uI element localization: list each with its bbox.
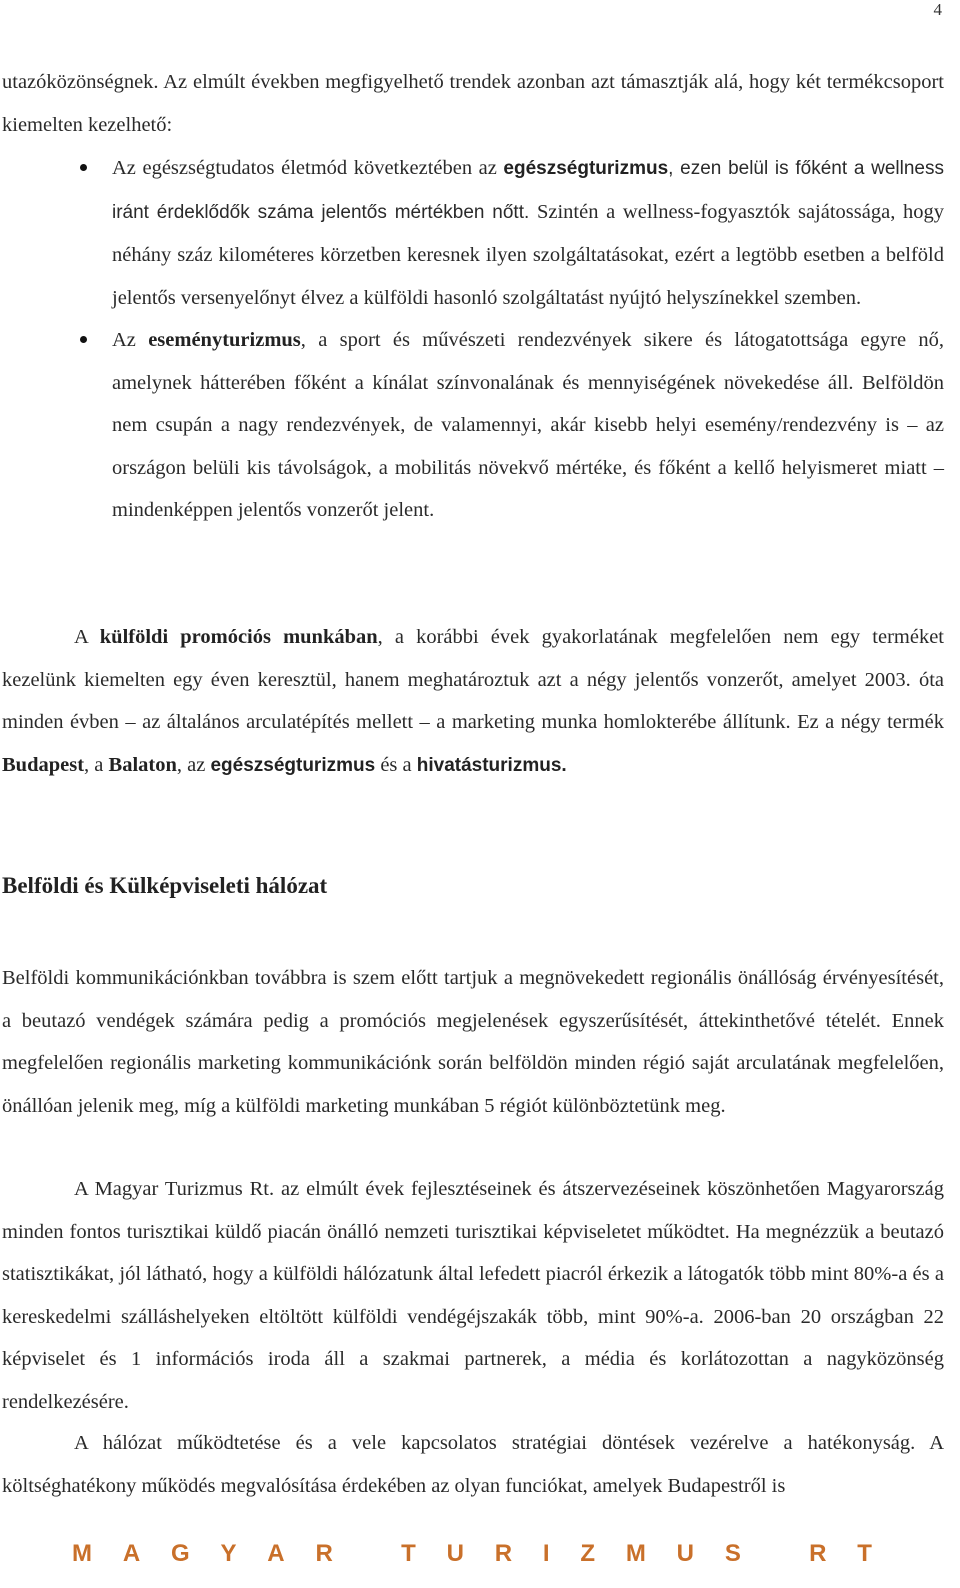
paragraph-domestic: Belföldi kommunikációnkban továbbra is szem előtt tartjuk a megnövekedett regionális önállóság érvényesítését, a beutazó vendégek számára pedig a promóciós megjelenések egyszerűsítését, áttekinthetővé tételét. Ennek megfelelően regionális marketing kommunikációnk során belföldön minden régió saját arculatának megfelelően, önállóan jelenik meg, míg a külföldi marketing munkában 5 régiót különböztetünk meg. [2,967,944,1117]
text-run: A [74,626,100,648]
footer-space [772,1540,779,1568]
footer-letter: Z [580,1540,596,1567]
paragraph-efficiency: A hálózat működtetése és a vele kapcsolatos stratégiai döntések vezérelve a hatékonyság. A költséghatékony működés megvalósítása érdekében az olyan funciókat, amelyek Budapestről is [2,1432,944,1497]
text-run: és a [375,753,417,776]
footer-letter: T [857,1540,872,1567]
footer-letter: A [267,1540,285,1567]
footer-letter: U [446,1540,464,1567]
section-heading: Belföldi és Külképviseleti hálózat [2,873,328,898]
bold-term: Balaton [108,753,177,776]
list-item [0,147,944,319]
footer-space [364,1540,371,1568]
footer-brand [72,1540,872,1568]
footer-letter: M [625,1540,646,1567]
footer-letter: U [676,1540,694,1567]
text-run: , a korábbi évek gyakorlatának megfelelően nem egy terméket kezelünk kiemelten egy éven keresztül, hanem meghatároztuk azt a négy jelentős vonzerőt, amelyet 2003. óta minden évben – az általános arculatépítés mellett – a marketing munka homlokterébe állítunk. Ez a négy termék [2,626,944,733]
bold-term: egészségturizmus [503,158,669,179]
footer-letter: R [494,1540,513,1567]
footer-letter: S [724,1540,741,1567]
footer-letter: I [542,1540,550,1567]
footer-letter: R [315,1540,333,1567]
footer-letter: G [170,1540,190,1567]
list-item [0,319,944,532]
page-number: 4 [933,0,942,19]
paragraph-promotion [2,616,944,787]
bold-term: eseményturizmus [148,329,301,351]
bold-term: Budapest [2,753,85,776]
text-run: , a [84,753,109,776]
footer-letter: Y [220,1540,237,1567]
bullet-text: , ezen belül is főként a wellness iránt érdeklődők száma jelentős mértékben nőtt. [112,158,944,223]
footer-letter: T [401,1540,416,1567]
bullet-list [0,147,944,532]
bullet-text: Szintén a wellness-fogyasztók sajátossága, hogy néhány száz kilométeres körzetben keresnek ilyen szolgáltatásokat, ezért a legtöbb esetben a belföld jelentős versenyelőnyt élvez a külföldi hasonló szolgáltatást nyújtó helyszínekkel szemben. [112,200,944,309]
bold-term: egészségturizmus [210,754,376,776]
bullet-text: Az egészségtudatos életmód következtében az [112,157,504,179]
footer-letter: M [72,1540,92,1567]
bold-term: külföldi promóciós munkában [99,626,378,648]
bullet-text: Az [112,329,149,351]
paragraph-intro: utazóközönségnek. Az elmúlt években megfigyelhető trendek azonban azt támasztják alá, hogy két termékcsoport kiemelten kezelhető: [2,71,944,136]
footer-letter: R [809,1540,827,1567]
text-run: , az [176,753,211,776]
footer-letter: A [122,1540,141,1567]
bold-term: hivatásturizmus. [416,754,567,776]
bullet-text: , a sport és művészeti rendezvények sikere és látogatottsága egyre nő, amelynek hátterében főként a kínálat színvonalának és mennyiségének növekedése áll. Belföldön nem csupán a nagy rendezvények, de valamennyi, akár kisebb helyi esemény/rendezvény is – az országon belüli kis távolságok, a mobilitás növekvő mértéke, és főként a kellő helyismeret miatt – mindenképpen jelentős vonzerőt jelent. [112,329,944,521]
paragraph-network: A Magyar Turizmus Rt. az elmúlt évek fejlesztéseinek és átszervezéseinek köszönhetően Magyarország minden fontos turisztikai küldő piacán önálló nemzeti turisztikai képviseletet működtet. Ha megnézzük a beutazó statisztikákat, jól látható, hogy a külföldi hálózatunk által lefedett piacról érkezik a látogatók több mint 80%-a és a kereskedelmi szálláshelyeken eltöltött külföldi vendégéjszakák több, mint 90%-a. 2006-ban 20 országban 22 képviselet és 1 információs iroda áll a szakmai partnerek, a média és korlátozottan a nagyközönség rendelkezésére. [2,1178,944,1413]
